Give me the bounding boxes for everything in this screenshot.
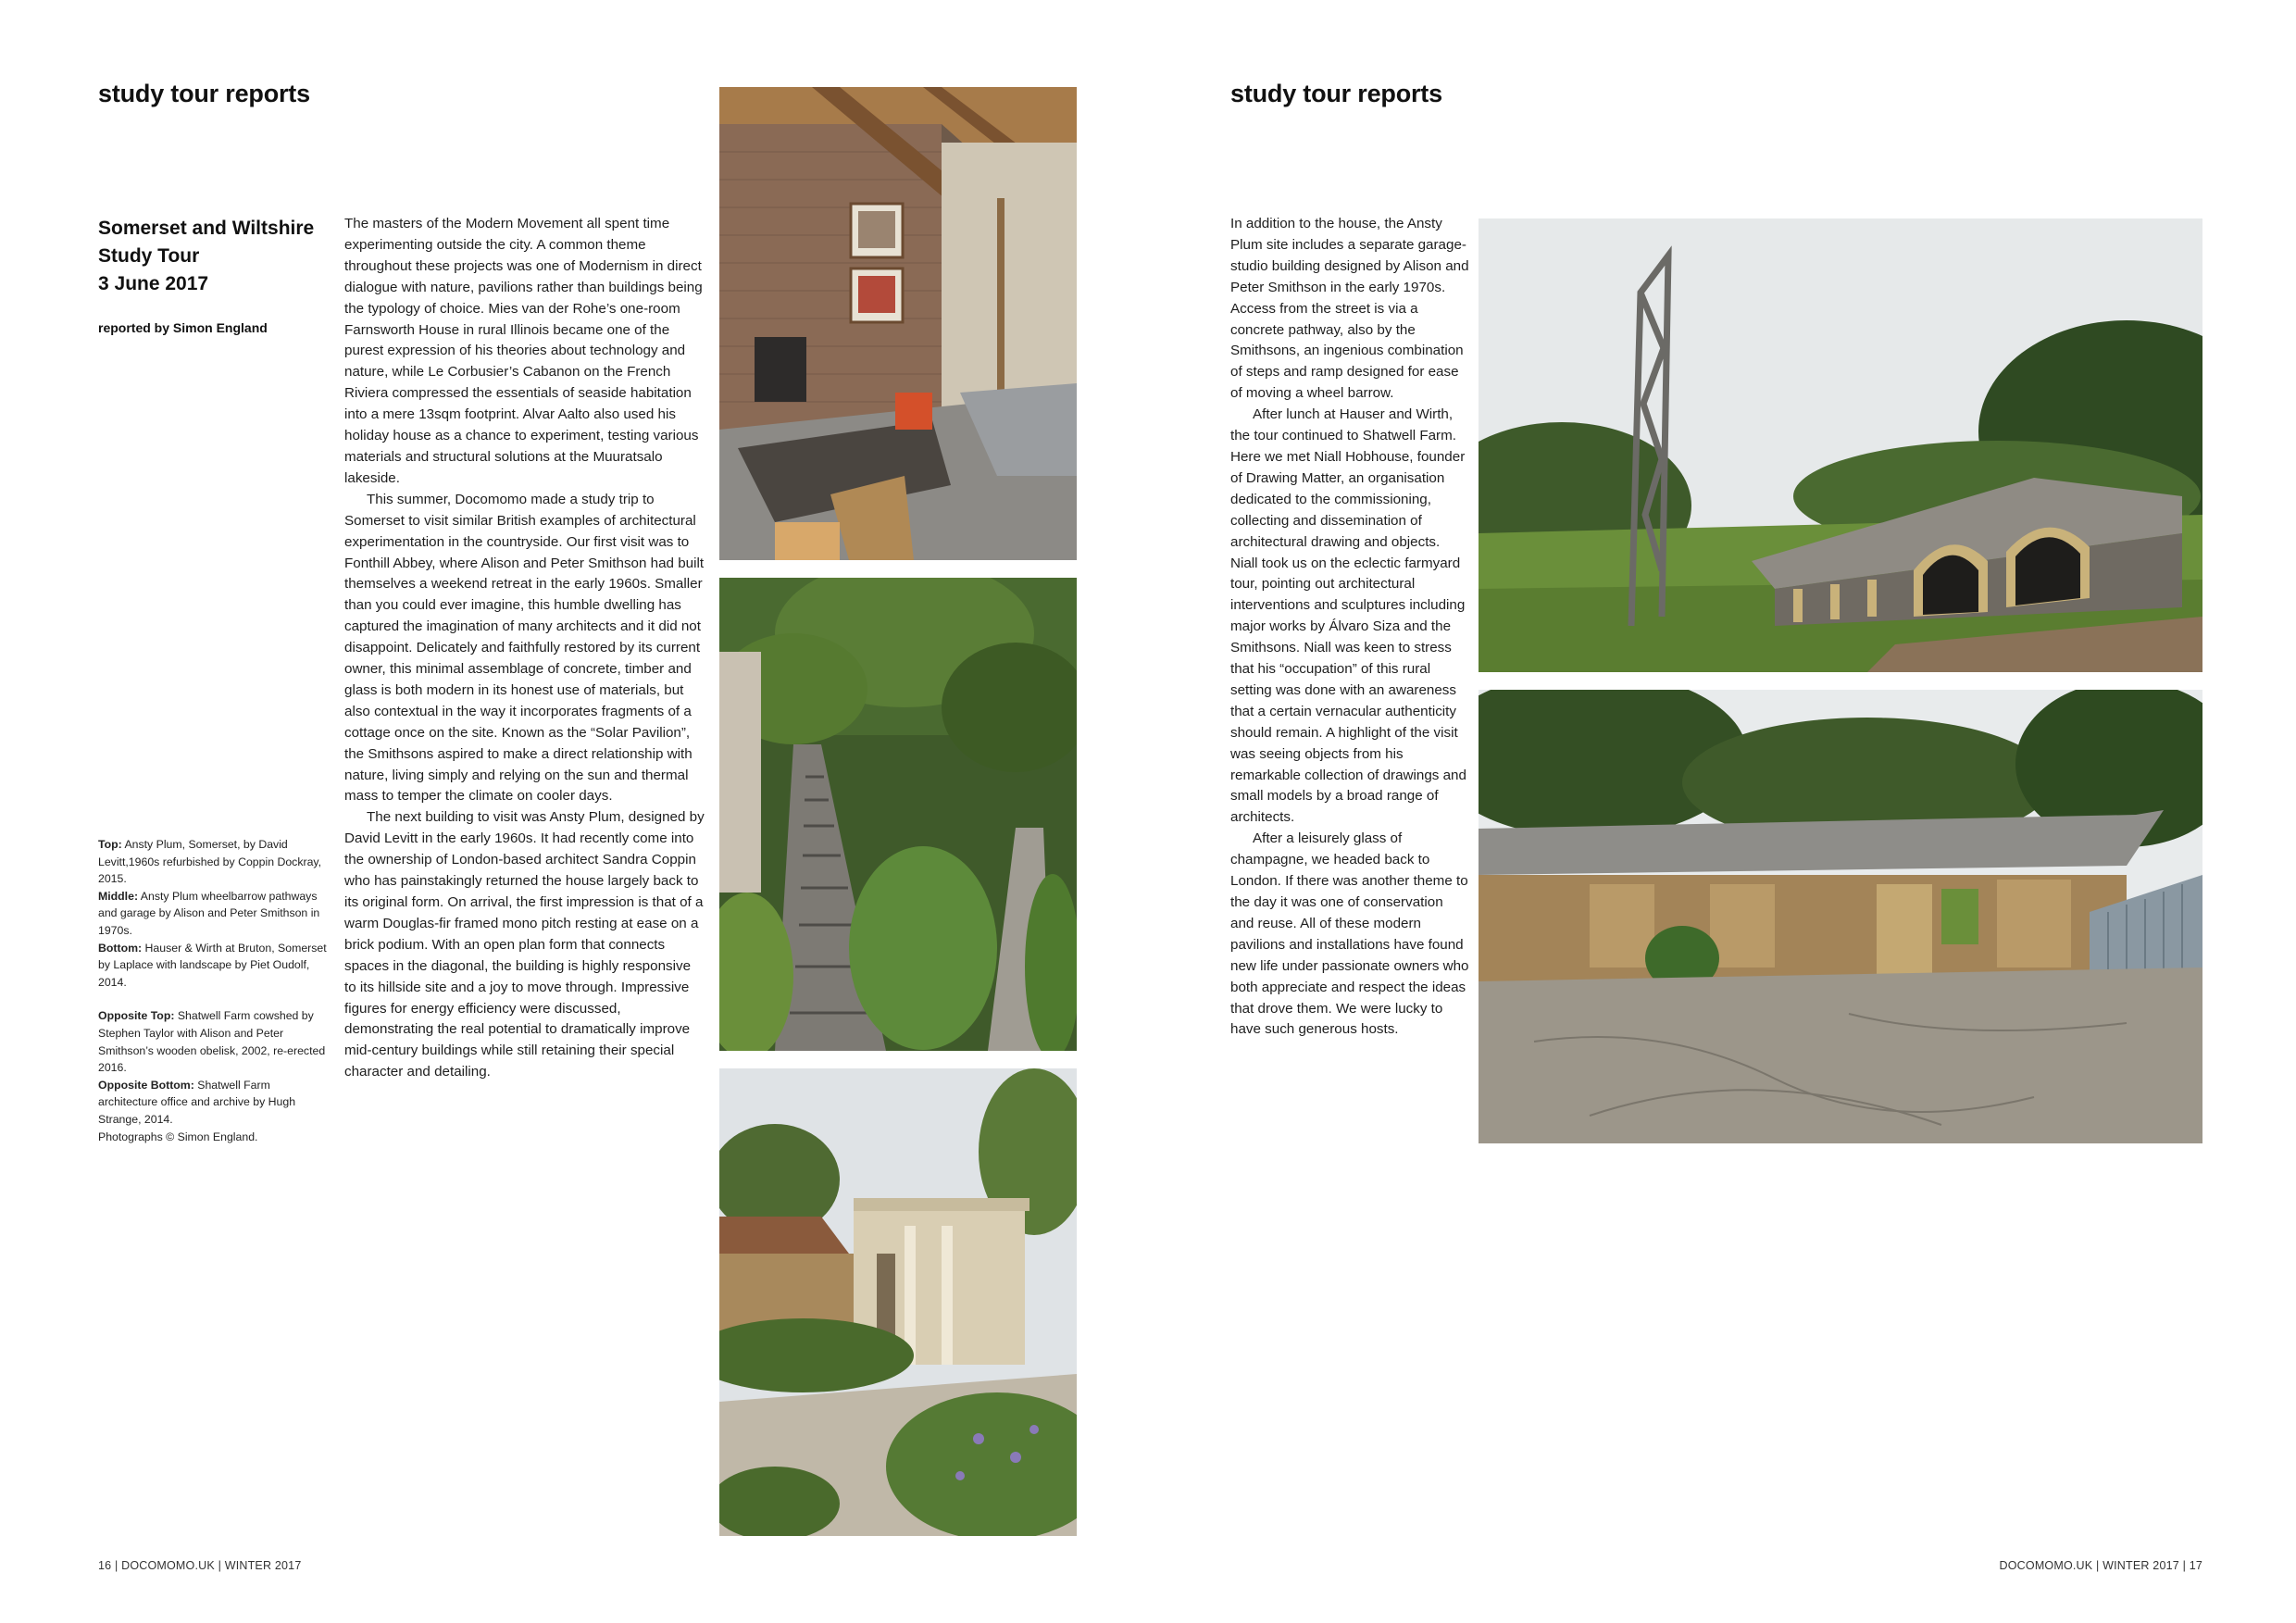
body-paragraph: The masters of the Modern Movement all spent time experimenting outside the city. A common theme throughout these projects was one of Modernism in direct dialogue with nature, pavilions rather than buildings being the typology of choice. Mies van der Rohe’s one-room Farnsworth House in rural Illinois became one of the purest expression of his theories about technology and nature, while Le Corbusier’s Cabanon on the French Riviera compressed the essentials of seaside habitation into a mere 13sqm footprint. Alvar Aalto also used his holiday house as a chance to experiment, testing various materials and structural solutions at the Muuratsalo lakeside. <box>344 216 703 486</box>
right-page <box>1148 0 2296 1623</box>
photo-captions <box>98 836 330 1145</box>
tour-title-line: Study Tour <box>98 245 200 267</box>
caption-opposite-top: Opposite Top: Shatwell Farm cowshed by Stephen Taylor with Alison and Peter Smithson’s wooden obelisk, 2002, re-erected 2016. <box>98 1009 326 1075</box>
photo-hauser-wirth-bruton <box>719 1068 1077 1536</box>
reporter-credit: reported by Simon England <box>98 320 268 335</box>
tour-title-line: Somerset and Wiltshire <box>98 218 315 239</box>
photo-shatwell-office-archive <box>1479 690 2202 1143</box>
photo-credit: Photographs © Simon England. <box>98 1130 258 1143</box>
caption-bottom: Bottom: Hauser & Wirth at Bruton, Somerset by Laplace with landscape by Piet Oudolf, 2014. <box>98 941 327 989</box>
tour-title <box>98 215 339 298</box>
article-body-right <box>1230 214 1469 1041</box>
body-paragraph: This summer, Docomomo made a study trip to Somerset to visit similar British examples of architectural experimentation in the countryside. Our first visit was to Fonthill Abbey, where Alison and Peter Smithson had built themselves a weekend retreat in the early 1960s. Smaller than you could ever imagine, this humble dwelling has captured the imagination of many architects and it did not disappoint. Delicately and faithfully restored by its current owner, this minimal assemblage of concrete, timber and glass is both modern in its honest use of materials, but also contextual in the way it incorporates fragments of a cottage once on the site. Known as the “Solar Pavilion”, the Smithsons aspired to make a direct relationship with nature, living simply and relying on the sun and thermal mass to temper the climate on cooler days. <box>344 491 705 805</box>
caption-opposite-bottom: Opposite Bottom: Shatwell Farm architecture office and archive by Hugh Strange, 2014. <box>98 1078 296 1126</box>
body-paragraph: The next building to visit was Ansty Plum, designed by David Levitt in the early 1960s. It had recently come into the ownership of London-based architect Sandra Coppin who has painstakingly returned the house largely back to its original form. On arrival, the first impression is that of a warm Douglas-fir framed mono pitch resting at ease on a brick podium. With an open plan form that connects spaces in the diagonal, the building is highly responsive to its hillside site and a joy to move through. Impressive figures for energy efficiency were discussed, demonstrating the real potential to dramatically improve mid-century buildings while still retaining their special character and detailing. <box>344 809 705 1080</box>
photo-shatwell-cowshed-obelisk <box>1479 218 2202 672</box>
caption-top: Top: Ansty Plum, Somerset, by David Levitt,1960s refurbished by Coppin Dockray, 2015. <box>98 838 322 886</box>
folio-right: DOCOMOMO.UK | WINTER 2017 | 17 <box>1999 1559 2202 1572</box>
article-body-left <box>344 214 705 1083</box>
caption-middle: Middle: Ansty Plum wheelbarrow pathways and garage by Alison and Peter Smithson in 1970s. <box>98 889 320 937</box>
section-heading: study tour reports <box>98 80 310 107</box>
photo-ansty-plum-interior <box>719 87 1077 560</box>
body-paragraph: After a leisurely glass of champagne, we headed back to London. If there was another theme to the day it was one of conservation and reuse. All of these modern pavilions and installations have found new life under passionate owners who both appreciate and respect the ideas that drove them. We were lucky to have such generous hosts. <box>1230 830 1469 1038</box>
tour-date: 3 June 2017 <box>98 273 209 294</box>
body-paragraph: After lunch at Hauser and Wirth, the tour continued to Shatwell Farm. Here we met Niall Hobhouse, founder of Drawing Matter, an organisation dedicated to the commissioning, collecting and dissemination of architectural drawing and objects. Niall took us on the eclectic farmyard tour, pointing out architectural interventions and sculptures including major works by Álvaro Siza and the Smithsons. Niall was keen to stress that his “occupation” of this rural setting was done with an awareness that a certain vernacular authenticity should remain. A highlight of the visit was seeing objects from his remarkable collection of drawings and small models by a broad range of architects. <box>1230 406 1466 826</box>
body-paragraph: In addition to the house, the Ansty Plum site includes a separate garage-studio building designed by Alison and Peter Smithson in the early 1970s. Access from the street is via a concrete pathway, also by the Smithsons, an ingenious combination of steps and ramp designed for ease of moving a wheel barrow. <box>1230 216 1469 402</box>
section-heading: study tour reports <box>1230 80 1442 107</box>
folio-left: 16 | DOCOMOMO.UK | WINTER 2017 <box>98 1559 302 1572</box>
photo-ansty-plum-pathways <box>719 578 1077 1051</box>
